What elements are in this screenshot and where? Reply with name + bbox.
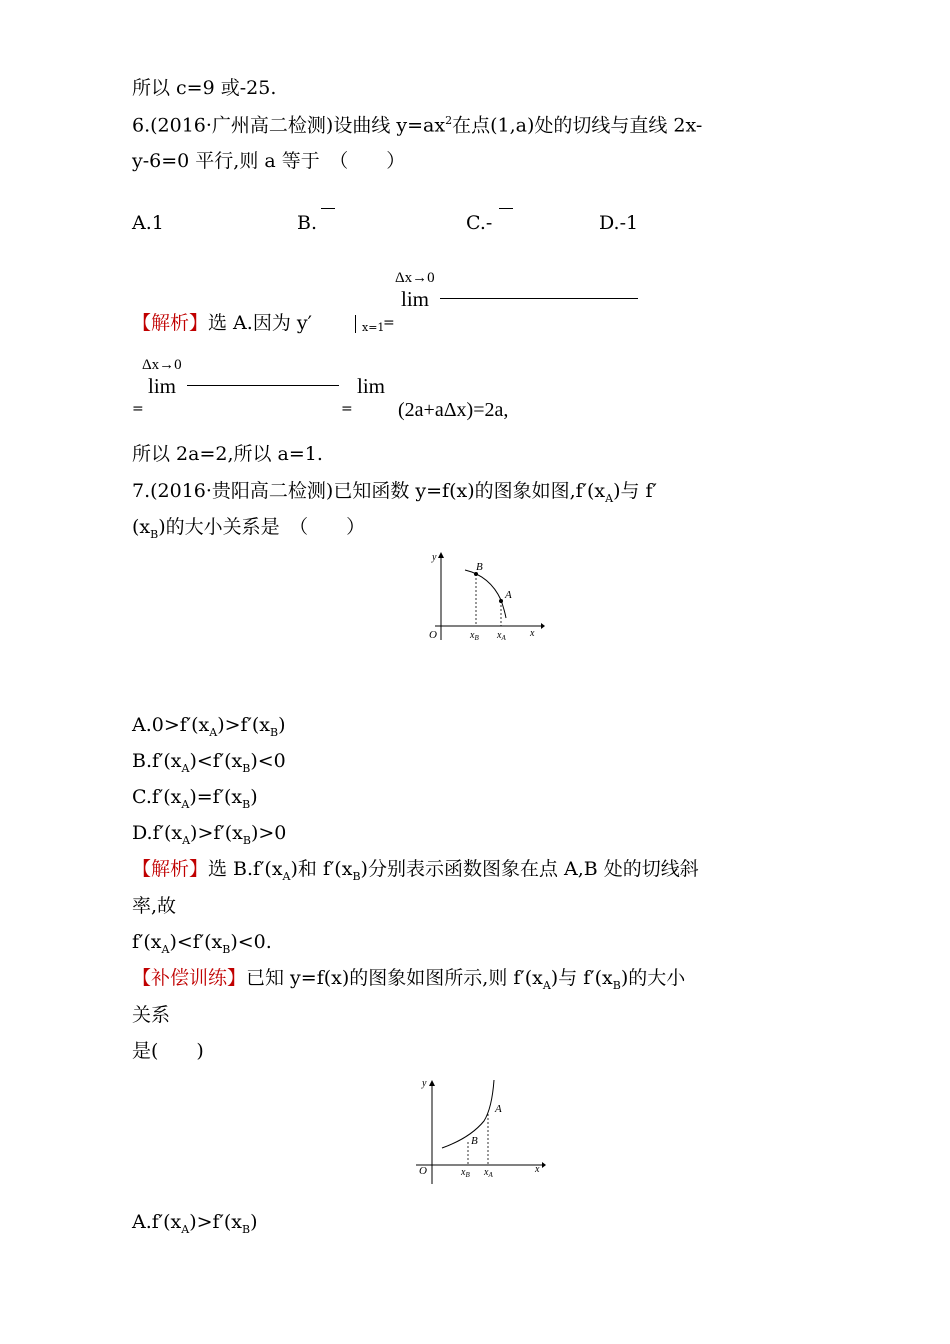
option-text: D.f′(x — [132, 822, 183, 844]
point-a-label: A — [505, 589, 512, 601]
option-c: C.- — [466, 212, 493, 234]
limit-subscript: Δx→0 — [142, 357, 182, 373]
subscript: B — [352, 869, 361, 883]
option-text: )>f′(x — [217, 714, 271, 736]
solution-7-line2: 率,故 — [132, 895, 177, 917]
equals-sign: = — [341, 401, 353, 417]
solution-6-line1 — [132, 314, 312, 333]
option-text: B.f′(x — [132, 750, 182, 772]
fraction-bar — [321, 208, 335, 209]
solution-text: 选 B.f′(x — [208, 858, 283, 880]
question-text: 在点(1,a)处的切线与直线 2x- — [452, 114, 703, 137]
option-text: ) — [250, 786, 258, 808]
subscript: A — [542, 978, 551, 992]
option-a: A.1 — [132, 212, 164, 234]
subscript: B — [270, 725, 279, 739]
point-b-label: B — [471, 1135, 478, 1147]
x-axis-label: x — [530, 628, 535, 639]
option-text: ) — [278, 714, 286, 736]
question-7-line2 — [132, 518, 365, 540]
supplement-text: )与 f′(x — [550, 967, 613, 989]
option-a — [132, 1213, 258, 1235]
subscript: B — [242, 761, 251, 775]
point-a-label: A — [495, 1103, 502, 1115]
option-text: )<f′(x — [189, 750, 243, 772]
graph-increasing — [408, 1076, 548, 1188]
option-b: B. — [297, 212, 318, 234]
equals-sign: = — [132, 401, 144, 417]
supplement-text: 已知 y=f(x)的图象如图所示,则 f′(x — [246, 967, 543, 989]
analysis-label: 【解析】 — [132, 312, 209, 334]
subscript: B — [242, 797, 251, 811]
option-text: A.0>f′(x — [132, 714, 210, 736]
fraction-bar — [187, 385, 339, 386]
question-7-line1 — [132, 482, 657, 504]
xa-label: $x_A$ — [484, 1167, 493, 1179]
question-text: )的大小关系是 （ ） — [158, 516, 366, 538]
question-text: 6.(2016·广州高二检测)设曲线 y=ax — [132, 114, 446, 137]
subscript: A — [182, 833, 191, 847]
solution-text: )<0. — [230, 931, 272, 953]
supplement-line3: 是( ) — [132, 1040, 204, 1062]
subscript: A — [181, 797, 190, 811]
option-c — [132, 788, 258, 810]
option-d: D.-1 — [599, 212, 639, 234]
option-text: A.f′(x — [132, 1211, 182, 1233]
subscript: A — [161, 942, 170, 956]
option-b — [132, 752, 286, 774]
xb-label: $x_B$ — [461, 1167, 470, 1179]
x-axis-label: x — [535, 1164, 540, 1175]
superscript: 2 — [445, 114, 453, 127]
evaluation-bar — [355, 315, 356, 333]
supplement-line1 — [132, 969, 685, 991]
supplement-line2: 关系 — [132, 1004, 171, 1026]
option-text: )>f′(x — [189, 1211, 243, 1233]
question-text: 7.(2016·贵阳高二检测)已知函数 y=f(x)的图象如图,f′(x — [132, 480, 606, 502]
option-text: )<0 — [250, 750, 286, 772]
subscript: B — [242, 1222, 251, 1236]
question-text: )与 f′ — [613, 480, 657, 502]
supplement-label: 【补偿训练】 — [132, 967, 247, 989]
solution-6-line3: 所以 2a=2,所以 a=1. — [132, 443, 323, 465]
question-6-line2: y-6=0 平行,则 a 等于 （ ） — [132, 150, 406, 172]
option-text: ) — [250, 1211, 258, 1233]
solution-text: 选 A.因为 y′ — [208, 312, 312, 334]
subscript: A — [605, 491, 614, 505]
y-axis-label: y — [432, 552, 437, 563]
subscript: B — [222, 942, 231, 956]
question-text: (x — [132, 516, 151, 538]
solution-text: )<f′(x — [169, 931, 223, 953]
option-text: C.f′(x — [132, 786, 182, 808]
fraction-bar — [440, 298, 638, 299]
question-6-line1 — [132, 115, 702, 135]
xa-label: $x_A$ — [497, 630, 506, 642]
fraction-bar — [499, 208, 513, 209]
limit-word: lim — [357, 374, 386, 398]
option-text: )>f′(x — [190, 822, 243, 844]
supplement-text: )的大小 — [620, 967, 686, 989]
subscript: B — [242, 833, 251, 847]
text-line: 所以 c=9 或-25. — [132, 77, 277, 99]
limit-subscript: Δx→0 — [395, 270, 435, 286]
point-b-label: B — [476, 561, 483, 573]
subscript: A — [181, 761, 190, 775]
subscript: A — [181, 1222, 190, 1236]
solution-7-line3 — [132, 933, 272, 955]
xb-label: $x_B$ — [470, 630, 479, 642]
subscript: A — [209, 725, 218, 739]
subscript: B — [612, 978, 621, 992]
origin-label: O — [429, 629, 437, 641]
graph-decreasing — [415, 548, 545, 643]
solution-text: )分别表示函数图象在点 A,B 处的切线斜 — [360, 858, 699, 880]
option-text: )>0 — [250, 822, 287, 844]
evaluation-subscript: x=1 — [362, 321, 385, 334]
option-d — [132, 824, 286, 846]
limit-word: lim — [401, 287, 430, 311]
option-text: )=f′(x — [189, 786, 243, 808]
solution-text: )和 f′(x — [290, 858, 353, 880]
solution-7-line1 — [132, 860, 699, 882]
subscript: B — [150, 527, 159, 541]
origin-label: O — [419, 1165, 427, 1177]
analysis-label: 【解析】 — [132, 858, 209, 880]
equals-sign: = — [383, 315, 395, 331]
limit-word: lim — [148, 374, 177, 398]
solution-text: f′(x — [132, 931, 162, 953]
y-axis-label: y — [422, 1078, 427, 1089]
option-a — [132, 716, 286, 738]
subscript: A — [282, 869, 291, 883]
solution-text: (2a+aΔx)=2a, — [398, 399, 509, 421]
